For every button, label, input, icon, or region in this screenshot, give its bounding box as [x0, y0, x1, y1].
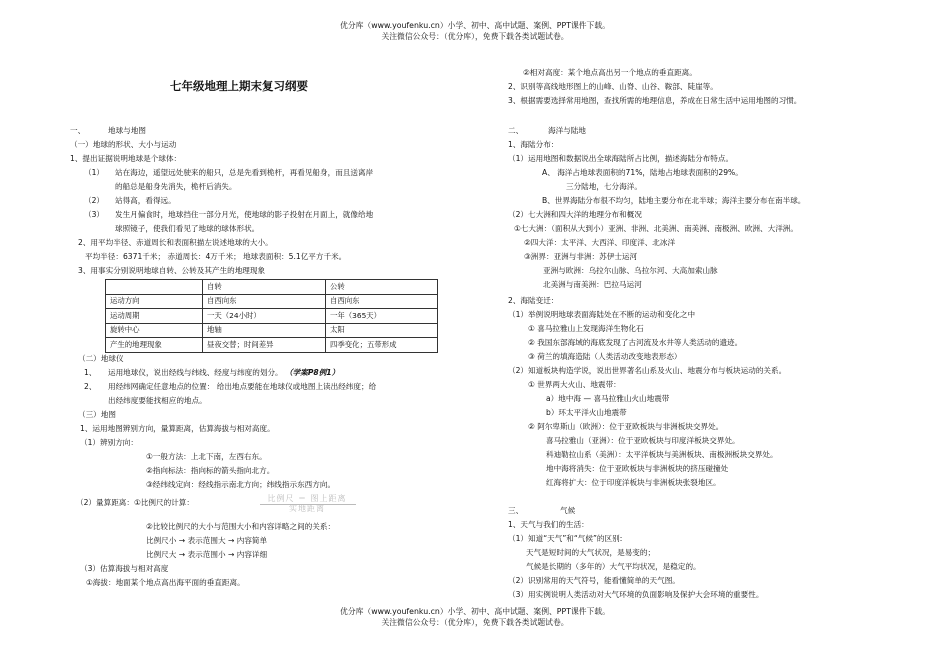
table-cell: 四季变化；五带形成: [326, 338, 438, 353]
right-line: 天气是短时间的大气状况，是易变的；: [526, 548, 656, 557]
right-line: ②相对高度：某个地点高出另一个地点的垂直距离。: [523, 68, 697, 77]
right-line: ③ 荷兰的填海造陆（人类活动改变地表形态）: [528, 352, 682, 361]
page-title: 七年级地理上期末复习纲要: [170, 79, 308, 93]
formula-denominator: 实地距离: [289, 504, 325, 513]
section-2-number: 二、: [508, 126, 524, 135]
reference-note: （学案P8例1）: [285, 368, 340, 377]
left-line: 球照镜子，使我们看见了地球的球体形状。: [115, 224, 260, 233]
left-line: 站得高，看得远。: [115, 196, 176, 205]
left-line: ②比较比例尺的大小与范围大小和内容详略之间的关系：: [146, 522, 336, 531]
right-line: b）环太平洋火山地震带: [546, 408, 627, 417]
left-line: （3）估算海拔与相对高度: [80, 564, 169, 573]
rotation-revolution-table: [105, 279, 438, 353]
table-cell: 自西向东: [326, 294, 438, 309]
right-line: 3、根据需要选择常用地图，查找所需的地理信息，养成在日常生活中运用地图的习惯。: [508, 96, 802, 105]
right-line: ①七大洲：（面积从大到小）亚洲、非洲、北美洲、南美洲、南极洲、欧洲、大洋洲。: [514, 224, 798, 233]
formula-numerator: 比例尺 ＝ 图上距离: [267, 494, 347, 503]
scale-formula: [252, 495, 362, 513]
right-line: a）地中海 — 喜马拉雅山火山地震带: [546, 394, 670, 403]
right-line: （2）知道板块构造学说，说出世界著名山系及火山、地震分布与板块运动的关系。: [508, 366, 787, 375]
right-line: 红海将扩大：位于印度洋板块与非洲板块张裂地区。: [546, 478, 721, 487]
right-line: ② 阿尔卑斯山（欧洲）：位于亚欧板块与非洲板块交界处。: [528, 422, 724, 431]
right-line: 亚洲与欧洲：乌拉尔山脉、乌拉尔河、大高加索山脉: [543, 266, 718, 275]
right-line: ③洲界：亚洲与非洲：苏伊士运河: [524, 252, 638, 261]
right-line: 2、海陆变迁：: [508, 296, 559, 305]
table-cell: 一天（24小时）: [203, 309, 326, 324]
right-line: （2）七大洲和四大洋的地理分布和概况: [508, 210, 642, 219]
table-cell: 运动周期: [106, 309, 203, 324]
left-line: 比例尺大 → 表示范围小 → 内容详细: [146, 550, 268, 559]
left-line: ②指向标法：指向标的箭头指向北方。: [146, 466, 275, 475]
left-line: 出经纬度要能找相应的地点。: [108, 396, 207, 405]
right-line: （1）举例说明地球表面海陆处在不断的运动和变化之中: [508, 310, 696, 319]
item-number: 2、: [84, 382, 97, 391]
left-line: ③经纬线定向：经线指示南北方向；纬线指示东西方向。: [146, 480, 336, 489]
left-line: 站在海边，遥望远处驶来的船只，总是先看到桅杆，再看见船身，而且送离岸: [115, 168, 374, 177]
item-number: （3）: [84, 210, 105, 219]
table-header-row: [106, 280, 438, 295]
section-3-title: 气候: [560, 506, 576, 515]
right-line: ① 世界两大火山、地震带：: [528, 380, 621, 389]
right-line: 气候是长期的（多年的）大气平均状况，是稳定的。: [526, 562, 701, 571]
left-line: 1、提出证据说明地球是个球体：: [70, 154, 182, 163]
left-line: ①海拔：地面某个地点高出海平面的垂直距离。: [86, 578, 245, 587]
table-header-cell: 公转: [326, 280, 438, 295]
table-cell: 太阳: [326, 323, 438, 338]
item-number: （1）: [84, 168, 105, 177]
table-cell: 产生的地理现象: [106, 338, 203, 353]
footer-line-1: 优分库（www.youfenku.cn）小学、初中、高中试题、案例、PPT课件下载。: [340, 607, 610, 616]
table-cell: 运动方向: [106, 294, 203, 309]
section-1-number: 一、: [70, 126, 86, 135]
left-line: 比例尺小 → 表示范围大 → 内容简单: [146, 536, 268, 545]
left-line: 用经纬网确定任意地点的位置： 给出地点要能在地球仪或地图上读出经纬度；给: [108, 382, 377, 391]
right-line: （1）知道“天气”和“气候”的区别:: [508, 534, 623, 543]
left-line: （三）地图: [78, 410, 116, 419]
right-line: 1、天气与我们的生活：: [508, 520, 589, 529]
left-line: 的船总是船身先消失，桅杆后消失。: [115, 182, 237, 191]
section-2-title: 海洋与陆地: [548, 126, 586, 135]
section-3-number: 三、: [508, 506, 524, 515]
right-line: 地中海将消失：位于亚欧板块与非洲板块的挤压碰撞处: [546, 464, 729, 473]
right-line: A、 海洋占地球表面积的71%，陆地占地球表面积的29%。: [542, 168, 743, 177]
right-line: 北美洲与南美洲：巴拉马运河: [543, 280, 642, 289]
table-cell: 昼夜交替；时间差异: [203, 338, 326, 353]
left-line: （1）辨别方向：: [80, 438, 138, 447]
table-cell: 一年（365天）: [326, 309, 438, 324]
table-header-cell: [106, 280, 203, 295]
header-line-1: 优分库（www.youfenku.cn）小学、初中、高中试题、案例、PPT课件下载。: [340, 21, 610, 30]
right-line: 2、识别等高线地形图上的山峰、山脊、山谷、鞍部、陡崖等。: [508, 82, 718, 91]
right-line: ① 喜马拉雅山上发现海洋生物化石: [528, 324, 644, 333]
left-line: 发生月偏食时，地球挡住一部分月光，使地球的影子投射在月面上，就像给地: [115, 210, 374, 219]
left-line: 2、用平均半径、赤道周长和表面积描左说述地球的大小。: [78, 238, 273, 247]
right-line: （1）运用地图和数据说出全球海陆所占比例，描述海陆分布特点。: [508, 154, 734, 163]
left-line: （二）地球仪: [78, 354, 124, 363]
right-line: 1、海陆分布：: [508, 140, 559, 149]
right-line: ②四大洋：太平洋、大西洋、印度洋、北冰洋: [524, 238, 676, 247]
left-line: 3、用事实分别说明地球自转、公转及其产生的地理现象: [78, 266, 266, 275]
right-line: 喜马拉雅山（亚洲）：位于亚欧板块与印度洋板块交界处。: [546, 436, 740, 445]
right-line: 三分陆地，七分海洋。: [566, 182, 642, 191]
right-line: （2）识别常用的天气符号，能看懂简单的天气图。: [508, 576, 680, 585]
header-line-2: 关注微信公众号：（优分库），免费下载各类试题试卷。: [381, 32, 569, 41]
table-row: [106, 309, 438, 324]
left-line-text: 运用地球仪，说出经线与纬线、经度与纬度的划分。: [108, 368, 283, 377]
left-line: [108, 368, 339, 378]
left-line: （一）地球的形状、大小与运动: [70, 140, 177, 149]
table-cell: 自西向东: [203, 294, 326, 309]
table-row: [106, 323, 438, 338]
left-line: ①一般方法：上北下南，左西右东。: [146, 452, 267, 461]
right-line: 科迪勒拉山系（美洲）：太平洋板块与美洲板块、南极洲板块交界处。: [546, 450, 778, 459]
item-number: 1、: [84, 368, 97, 377]
table-row: [106, 338, 438, 353]
left-line: （2）量算距离：①比例尺的计算：: [76, 498, 194, 507]
footer-line-2: 关注微信公众号：（优分库），免费下载各类试题试卷。: [381, 618, 569, 627]
right-line: ② 我国东部海域的海底发现了古河流及水井等人类活动的遗迹。: [528, 338, 743, 347]
table-cell: 地轴: [203, 323, 326, 338]
right-line: （3）用实例说明人类活动对大气环境的负面影响及保护大会环境的重要性。: [508, 590, 764, 599]
left-line: 平均半径：6371千米； 赤道周长：4万千米； 地球表面积：5.1亿平方千米。: [85, 252, 347, 261]
left-line: 1、运用地图辨别方向，量算距离，估算海拔与相对高度。: [80, 424, 275, 433]
section-1-title: 地球与地图: [108, 126, 146, 135]
table-header-cell: 自转: [203, 280, 326, 295]
table-cell: 旋转中心: [106, 323, 203, 338]
right-line: B、世界海陆分布很不均匀，陆地主要分布在北半球；海洋主要分布在南半球。: [542, 196, 806, 205]
table-row: [106, 294, 438, 309]
item-number: （2）: [84, 196, 105, 205]
